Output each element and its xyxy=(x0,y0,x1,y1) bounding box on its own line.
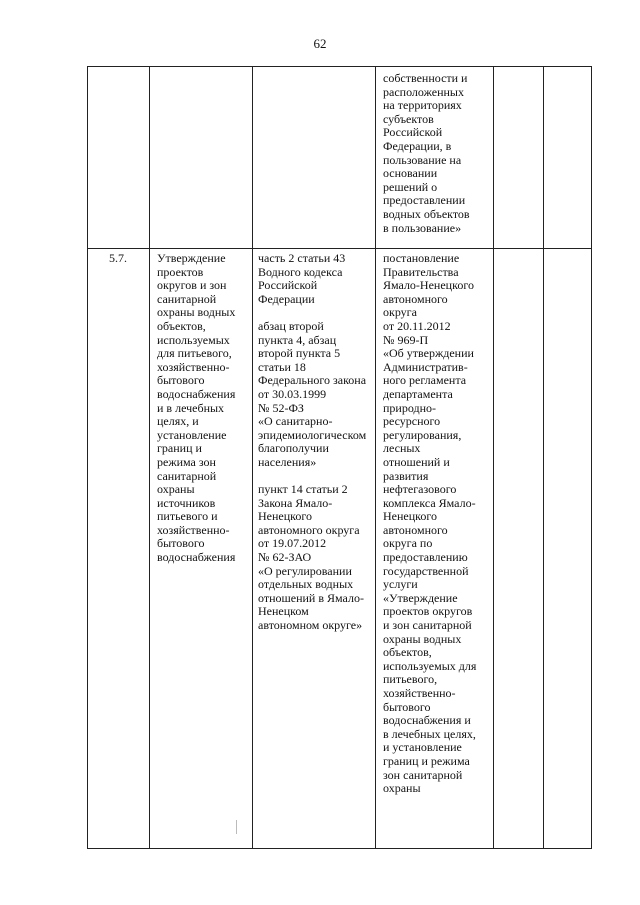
row-number-cell: 5.7. xyxy=(109,251,127,265)
scan-artifact xyxy=(236,820,237,834)
table-border-bottom xyxy=(87,848,592,849)
column-divider-4 xyxy=(493,66,494,849)
legal-basis-cell: часть 2 статьи 43 Водного кодекса Российской Федерации абзац второй пункта 4, абзац второй пункта 5 статьи 18 Федерального закона от 30.03.1999 № 52-ФЗ «О санитарно- эпидемиологическом благополучии населения» пункт 14 статьи 2 Закона Ямало- Ненецкого автономного округа от 19.07.2012 № 62-ЗАО «О регулировании отдельных водных отношений в Ямало- Ненецком автономном округе» xyxy=(258,251,367,633)
page-number: 62 xyxy=(313,36,327,51)
table-border-right xyxy=(591,66,592,849)
column-divider-5 xyxy=(543,66,544,849)
row-divider xyxy=(87,248,592,249)
regulation-document-cell: постановление Правительства Ямало-Ненецкого автономного округа от 20.11.2012 № 969-П «Об утверждении Административ- ного регламента департамента природно- ресурсного регулирования, лесных отношений и развития нефтегазового комплекса Ямало- Ненецкого автономного округа по предоставлению государственной услуги «Утверждение проектов округов и зон санитарной охраны водных объектов, используемых для питьевого, хозяйственно- бытового водоснабжения и в лечебных целях, и установление границ и режима зон санитарной охраны xyxy=(383,251,477,796)
column-divider-2 xyxy=(252,66,253,849)
table-border-left xyxy=(87,66,88,849)
continuation-document-cell: собственности и расположенных на территориях субъектов Российской Федерации, в пользование на основании решений о предоставлении водных объектов в пользование» xyxy=(383,71,470,235)
column-divider-1 xyxy=(149,66,150,849)
table-border-top xyxy=(87,66,592,67)
document-table xyxy=(87,66,592,849)
service-name-cell: Утверждение проектов округов и зон санитарной охраны водных объектов, используемых для питьевого, хозяйственно- бытового водоснабжения и в лечебных целях, и установление границ и режима зон санитарной охраны источников питьевого и хозяйственно- бытового водоснабжения xyxy=(157,251,236,565)
column-divider-3 xyxy=(375,66,376,849)
